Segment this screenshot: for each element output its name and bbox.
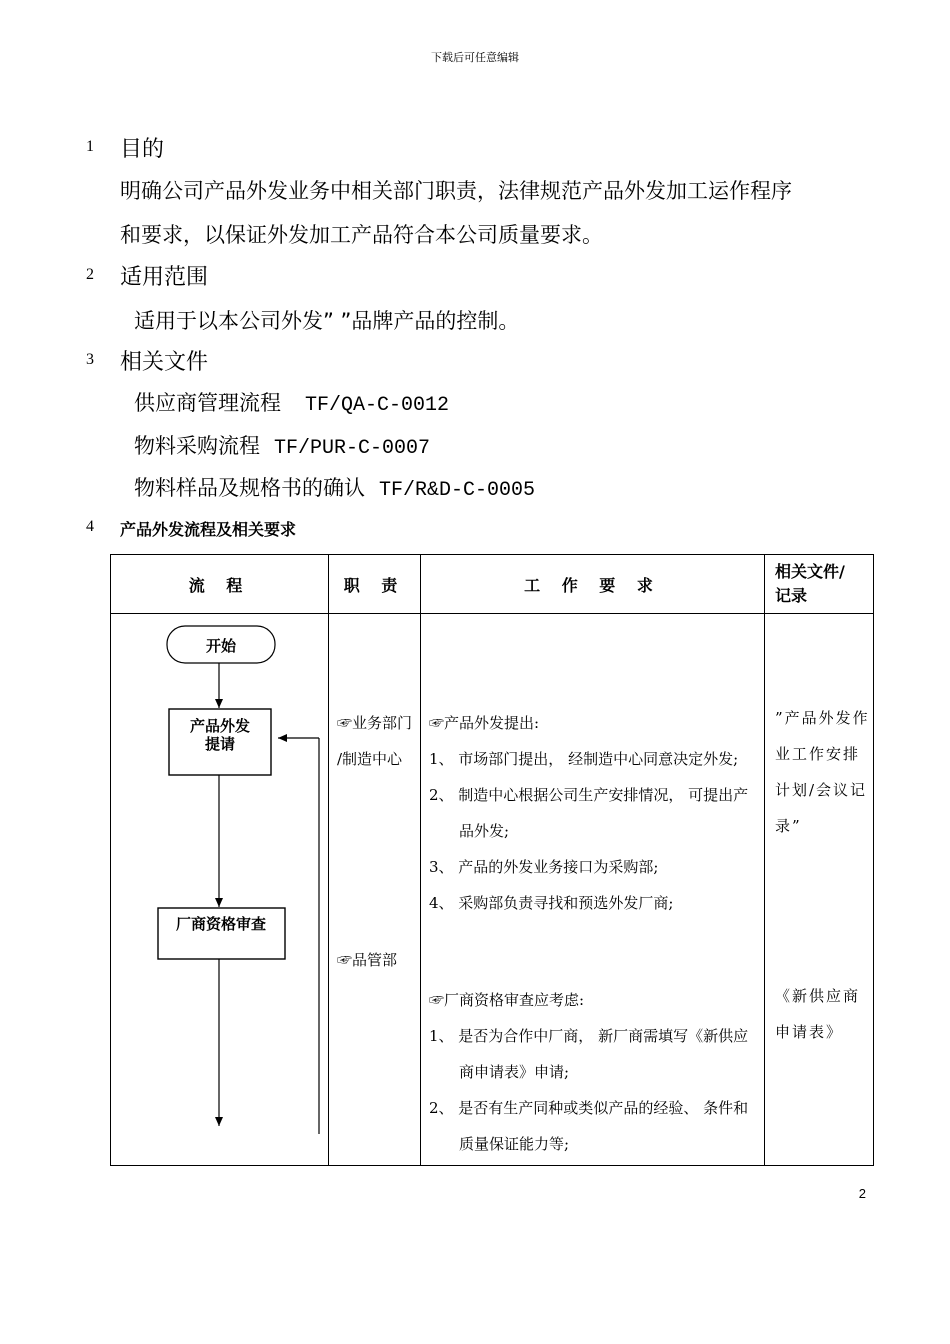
duty-text: ☞品管部 bbox=[337, 951, 398, 969]
requirements-heading: ☞产品外发提出: bbox=[429, 714, 540, 732]
requirement-item: 4、 采购部负责寻找和预选外发厂商; bbox=[429, 894, 674, 912]
related-doc-name: 供应商管理流程 bbox=[134, 391, 281, 415]
flowchart bbox=[111, 614, 329, 1165]
section-title: 相关文件 bbox=[120, 350, 209, 375]
table-row bbox=[111, 614, 874, 1166]
duty-text: ☞业务部门 bbox=[337, 714, 413, 732]
flowchart-cell bbox=[111, 614, 329, 1166]
duty-cell bbox=[329, 614, 421, 1166]
duty-block bbox=[337, 705, 423, 777]
requirements-block bbox=[429, 982, 759, 1162]
section-number: 2 bbox=[86, 266, 94, 283]
section-number: 4 bbox=[86, 518, 94, 535]
process-table bbox=[110, 554, 874, 1166]
section-title: 适用范围 bbox=[120, 265, 209, 290]
related-doc-code: TF/PUR-C-0007 bbox=[274, 437, 431, 460]
section-number: 1 bbox=[86, 138, 94, 155]
records-cell bbox=[765, 614, 874, 1166]
related-doc-name: 物料样品及规格书的确认 bbox=[134, 476, 365, 500]
requirements-cell bbox=[421, 614, 765, 1166]
requirement-item: 2、 制造中心根据公司生产安排情况， 可提出产品外发; bbox=[429, 786, 749, 840]
header-duty: 职 责 bbox=[329, 555, 421, 614]
table-header-row bbox=[111, 555, 874, 614]
start-label: 开始 bbox=[205, 637, 237, 655]
purpose-text-line: 和要求，以保证外发加工产品符合本公司质量要求。 bbox=[120, 223, 603, 247]
related-doc-code: TF/R&D-C-0005 bbox=[379, 479, 536, 502]
record-text: 《新供应商申请表》 bbox=[775, 987, 861, 1041]
related-doc-code: TF/QA-C-0012 bbox=[305, 394, 450, 417]
page-header-note: 下载后可任意编辑 bbox=[431, 51, 519, 64]
requirement-item: 1、 市场部门提出， 经制造中心同意决定外发; bbox=[429, 750, 739, 768]
scope-text: 适用于以本公司外发” ”品牌产品的控制。 bbox=[134, 309, 520, 333]
requirement-item: 1、 是否为合作中厂商， 新厂商需填写《新供应商申请表》申请; bbox=[429, 1027, 749, 1081]
process-box-label: 厂商资格审查 bbox=[175, 915, 267, 933]
requirements-block bbox=[429, 705, 759, 921]
requirement-item: 3、 产品的外发业务接口为采购部; bbox=[429, 858, 659, 876]
purpose-text-line: 明确公司产品外发业务中相关部门职责，法律规范产品外发加工运作程序 bbox=[120, 179, 792, 203]
section-title: 目的 bbox=[120, 137, 165, 162]
record-text: ”产品外发作业工作安排计划/会议记录” bbox=[775, 709, 870, 835]
requirement-item: 2、 是否有生产同种或类似产品的经验、 条件和质量保证能力等; bbox=[429, 1099, 749, 1153]
process-box-label: 提请 bbox=[204, 735, 236, 753]
related-doc bbox=[134, 430, 430, 460]
duty-text: /制造中心 bbox=[337, 750, 403, 768]
related-doc bbox=[134, 472, 535, 502]
section-title: 产品外发流程及相关要求 bbox=[120, 520, 297, 539]
header-flow: 流 程 bbox=[111, 555, 329, 614]
process-box-label: 产品外发 bbox=[189, 717, 251, 735]
page-number: 2 bbox=[858, 1186, 866, 1201]
related-doc-name: 物料采购流程 bbox=[134, 434, 260, 458]
requirements-heading: ☞厂商资格审查应考虑: bbox=[429, 991, 585, 1009]
section-number: 3 bbox=[86, 351, 94, 368]
header-requirements: 工 作 要 求 bbox=[421, 555, 765, 614]
header-records: 相关文件/ 记录 bbox=[765, 555, 874, 614]
related-doc bbox=[134, 387, 449, 417]
